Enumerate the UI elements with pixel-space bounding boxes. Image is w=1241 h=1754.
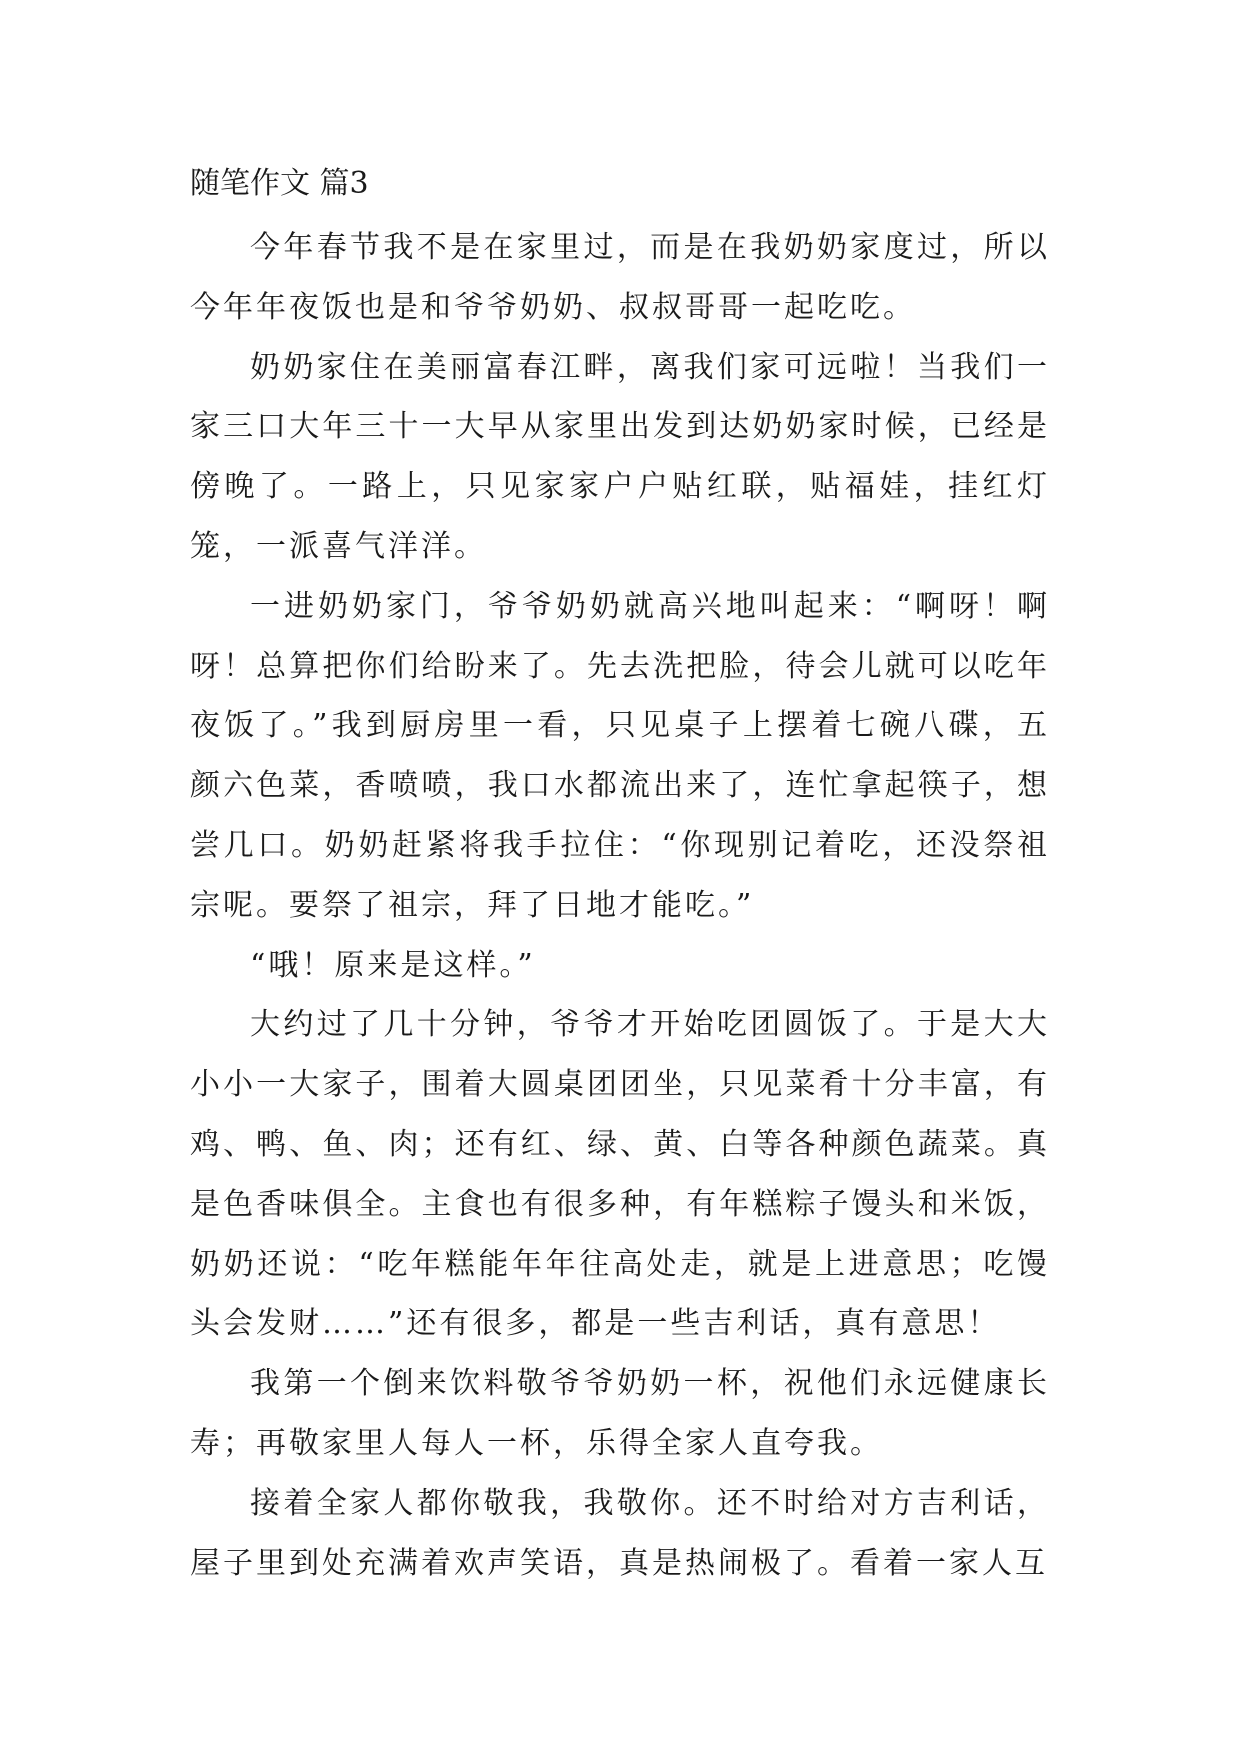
paragraph: 大约过了几十分钟，爷爷才开始吃团圆饭了。于是大大小小一大家子，围着大圆桌团团坐，只见菜肴十分丰富，有鸡、鸭、鱼、肉；还有红、绿、黄、白等各种颜色蔬菜。真是色香味俱全。主食也有很多种，有年糕粽子馒头和米饭，奶奶还说：“吃年糕能年年往高处走，就是上进意思；吃馒头会发财……”还有很多，都是一些吉利话，真有意思！ (190, 1007, 1050, 1342)
document-body (190, 218, 1050, 1593)
document-title: 随笔作文 篇3 (190, 166, 369, 201)
paragraph: “哦！原来是这样。” (250, 947, 536, 983)
paragraph: 我第一个倒来饮料敬爷爷奶奶一杯，祝他们永远健康长寿；再敬家里人每人一杯，乐得全家人直夸我。 (190, 1366, 1050, 1461)
paragraph: 奶奶家住在美丽富春江畔，离我们家可远啦！当我们一家三口大年三十一大早从家里出发到达奶奶家时候，已经是傍晚了。一路上，只见家家户户贴红联，贴福娃，挂红灯笼，一派喜气洋洋。 (190, 349, 1050, 564)
paragraph: 今年春节我不是在家里过，而是在我奶奶家度过，所以今年年夜饭也是和爷爷奶奶、叔叔哥哥一起吃吃。 (190, 230, 1050, 325)
paragraph: 接着全家人都你敬我，我敬你。还不时给对方吉利话，屋子里到处充满着欢声笑语，真是热闹极了。看着一家人互 (190, 1485, 1050, 1581)
paragraph: 一进奶奶家门，爷爷奶奶就高兴地叫起来：“啊呀！啊呀！总算把你们给盼来了。先去洗把脸，待会儿就可以吃年夜饭了。”我到厨房里一看，只见桌子上摆着七碗八碟，五颜六色菜，香喷喷，我口水都流出来了，连忙拿起筷子，想尝几口。奶奶赶紧将我手拉住：“你现别记着吃，还没祭祖宗呢。要祭了祖宗，拜了日地才能吃。” (190, 588, 1050, 923)
